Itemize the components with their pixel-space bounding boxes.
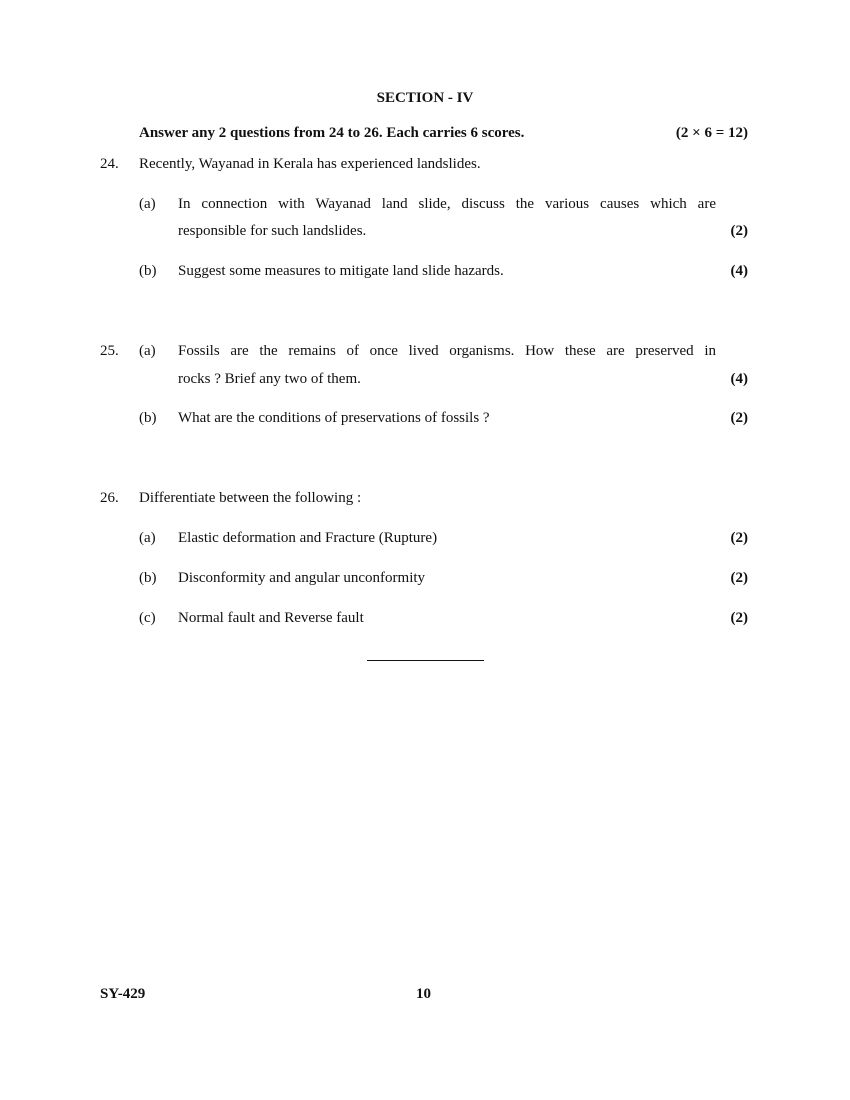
end-rule (367, 660, 484, 661)
question-25-number: 25. (100, 343, 119, 359)
question-24b-marks: (4) (730, 263, 748, 279)
question-26a-label: (a) (139, 530, 156, 546)
question-25b-label: (b) (139, 410, 157, 426)
question-25a-label: (a) (139, 343, 156, 359)
question-26a-marks: (2) (730, 530, 748, 546)
question-24a-marks: (2) (730, 223, 748, 239)
question-24b-label: (b) (139, 263, 157, 279)
footer-page-number: 10 (416, 986, 431, 1002)
question-26b-marks: (2) (730, 570, 748, 586)
question-26-stem: Differentiate between the following : (139, 490, 362, 506)
question-26c-text: Normal fault and Reverse fault (178, 610, 364, 626)
question-25a-line2: rocks ? Brief any two of them. (178, 371, 361, 387)
footer-paper-code: SY-429 (100, 986, 146, 1002)
question-24a-line2: responsible for such landslides. (178, 223, 367, 239)
question-25b-marks: (2) (730, 410, 748, 426)
question-26a-text: Elastic deformation and Fracture (Rupture) (178, 530, 438, 546)
question-24b-text: Suggest some measures to mitigate land slide hazards. (178, 263, 504, 279)
question-26c-marks: (2) (730, 610, 748, 626)
question-26b-text: Disconformity and angular unconformity (178, 570, 426, 586)
section-total-marks: (2 × 6 = 12) (675, 125, 748, 141)
section-instruction: Answer any 2 questions from 24 to 26. Each carries 6 scores. (139, 125, 525, 141)
section-title: SECTION - IV (376, 90, 474, 106)
question-24a-line1: In connection with Wayanad land slide, discuss the various causes which are (178, 196, 716, 212)
question-24-number: 24. (100, 156, 119, 172)
question-24-stem: Recently, Wayanad in Kerala has experienced landslides. (139, 156, 481, 172)
question-25a-marks: (4) (730, 371, 748, 387)
question-24a-label: (a) (139, 196, 156, 212)
question-25a-line1: Fossils are the remains of once lived organisms. How these are preserved in (178, 343, 716, 359)
question-26-number: 26. (100, 490, 119, 506)
question-26c-label: (c) (139, 610, 156, 626)
question-25b-text: What are the conditions of preservations of fossils ? (178, 410, 490, 426)
question-26b-label: (b) (139, 570, 157, 586)
